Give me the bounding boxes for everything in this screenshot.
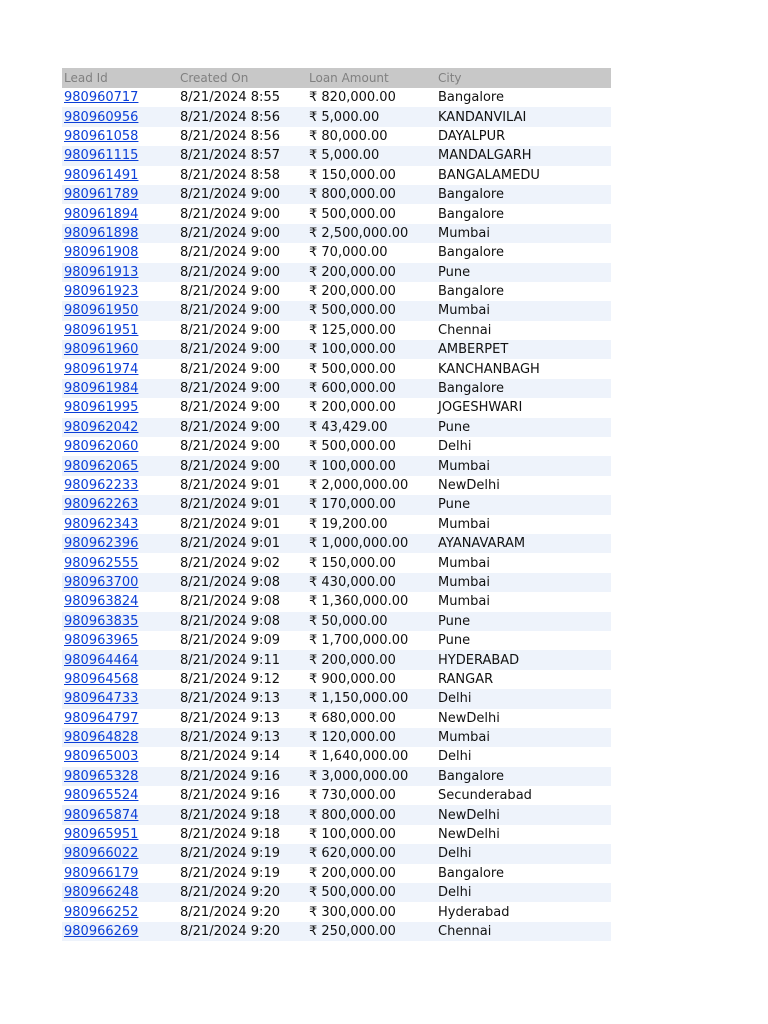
lead-id-cell — [62, 185, 178, 204]
created-on-cell: 8/21/2024 9:13 — [178, 709, 307, 728]
loan-amount-cell: ₹ 19,200.00 — [307, 515, 436, 534]
lead-id-link[interactable]: 980964568 — [64, 671, 139, 687]
lead-id-cell — [62, 301, 178, 320]
city-cell: Delhi — [436, 883, 611, 902]
table-body — [62, 88, 611, 941]
lead-id-cell — [62, 146, 178, 165]
city-cell: KANCHANBAGH — [436, 359, 611, 378]
lead-id-link[interactable]: 980961923 — [64, 284, 139, 300]
table-row — [62, 340, 611, 359]
city-cell: Delhi — [436, 689, 611, 708]
created-on-cell: 8/21/2024 9:08 — [178, 573, 307, 592]
lead-id-cell — [62, 359, 178, 378]
lead-id-link[interactable]: 980964797 — [64, 710, 139, 726]
table-row — [62, 805, 611, 824]
loan-amount-cell: ₹ 70,000.00 — [307, 243, 436, 262]
table-row — [62, 224, 611, 243]
loan-amount-cell: ₹ 1,640,000.00 — [307, 747, 436, 766]
city-cell: Mumbai — [436, 592, 611, 611]
loan-amount-cell: ₹ 100,000.00 — [307, 456, 436, 475]
lead-id-cell — [62, 553, 178, 572]
table-row — [62, 670, 611, 689]
lead-id-link[interactable]: 980963824 — [64, 594, 139, 610]
city-cell: NewDelhi — [436, 805, 611, 824]
city-cell: Pune — [436, 263, 611, 282]
loan-amount-cell: ₹ 1,700,000.00 — [307, 631, 436, 650]
lead-id-link[interactable]: 980966269 — [64, 923, 139, 939]
lead-id-cell — [62, 166, 178, 185]
lead-id-link[interactable]: 980961984 — [64, 381, 139, 397]
loan-amount-cell: ₹ 2,000,000.00 — [307, 476, 436, 495]
header-created-on: Created On — [178, 68, 307, 88]
table-row — [62, 379, 611, 398]
table-row — [62, 825, 611, 844]
table-row — [62, 146, 611, 165]
table-row — [62, 495, 611, 514]
table-row — [62, 321, 611, 340]
table-row — [62, 301, 611, 320]
lead-id-link[interactable]: 980965328 — [64, 768, 139, 784]
created-on-cell: 8/21/2024 9:08 — [178, 592, 307, 611]
created-on-cell: 8/21/2024 9:01 — [178, 534, 307, 553]
created-on-cell: 8/21/2024 9:18 — [178, 825, 307, 844]
table-row — [62, 902, 611, 921]
created-on-cell: 8/21/2024 9:00 — [178, 340, 307, 359]
lead-id-link[interactable]: 980963835 — [64, 613, 139, 629]
created-on-cell: 8/21/2024 8:56 — [178, 107, 307, 126]
created-on-cell: 8/21/2024 9:08 — [178, 612, 307, 631]
leads-table — [62, 68, 611, 941]
city-cell: NewDelhi — [436, 476, 611, 495]
table-row — [62, 534, 611, 553]
lead-id-link[interactable]: 980962233 — [64, 478, 139, 493]
created-on-cell: 8/21/2024 9:16 — [178, 767, 307, 786]
created-on-cell: 8/21/2024 9:00 — [178, 263, 307, 282]
table-row — [62, 263, 611, 282]
lead-id-cell — [62, 864, 178, 883]
city-cell: NewDelhi — [436, 825, 611, 844]
lead-id-cell — [62, 321, 178, 340]
lead-id-link[interactable]: 980966252 — [64, 904, 139, 920]
created-on-cell: 8/21/2024 9:01 — [178, 515, 307, 534]
created-on-cell: 8/21/2024 9:02 — [178, 553, 307, 572]
loan-amount-cell: ₹ 3,000,000.00 — [307, 767, 436, 786]
table-row — [62, 612, 611, 631]
city-cell: Delhi — [436, 437, 611, 456]
created-on-cell: 8/21/2024 9:00 — [178, 359, 307, 378]
lead-id-cell — [62, 786, 178, 805]
city-cell: Bangalore — [436, 379, 611, 398]
loan-amount-cell: ₹ 800,000.00 — [307, 185, 436, 204]
lead-id-link[interactable]: 980962343 — [64, 516, 139, 532]
city-cell: Mumbai — [436, 515, 611, 534]
table-row — [62, 573, 611, 592]
loan-amount-cell: ₹ 120,000.00 — [307, 728, 436, 747]
lead-id-cell — [62, 922, 178, 941]
lead-id-link[interactable]: 980965951 — [64, 827, 139, 843]
loan-amount-cell: ₹ 500,000.00 — [307, 883, 436, 902]
city-cell: BANGALAMEDU — [436, 166, 611, 185]
lead-id-cell — [62, 612, 178, 631]
created-on-cell: 8/21/2024 9:16 — [178, 786, 307, 805]
table-row — [62, 166, 611, 185]
lead-id-link[interactable]: 980961058 — [64, 128, 139, 144]
lead-id-link[interactable]: 980961974 — [64, 361, 139, 377]
lead-id-cell — [62, 844, 178, 863]
lead-id-cell — [62, 243, 178, 262]
lead-id-link[interactable]: 980962060 — [64, 439, 139, 455]
table-row — [62, 107, 611, 126]
loan-amount-cell: ₹ 200,000.00 — [307, 263, 436, 282]
table-row — [62, 88, 611, 107]
city-cell: Pune — [436, 631, 611, 650]
table-row — [62, 437, 611, 456]
created-on-cell: 8/21/2024 9:13 — [178, 728, 307, 747]
city-cell: Bangalore — [436, 204, 611, 223]
lead-id-cell — [62, 88, 178, 107]
created-on-cell: 8/21/2024 9:00 — [178, 204, 307, 223]
lead-id-link[interactable]: 980966248 — [64, 885, 139, 901]
table-row — [62, 650, 611, 669]
table-row — [62, 767, 611, 786]
lead-id-cell — [62, 631, 178, 650]
city-cell: NewDelhi — [436, 709, 611, 728]
lead-id-link[interactable]: 980966179 — [64, 865, 139, 881]
city-cell: AYANAVARAM — [436, 534, 611, 553]
city-cell: DAYALPUR — [436, 127, 611, 146]
table-row — [62, 592, 611, 611]
lead-id-link[interactable]: 980965874 — [64, 807, 139, 823]
lead-id-cell — [62, 592, 178, 611]
header-city: City — [436, 68, 611, 88]
table-row — [62, 456, 611, 475]
loan-amount-cell: ₹ 200,000.00 — [307, 282, 436, 301]
table-row — [62, 864, 611, 883]
lead-id-link[interactable]: 980962263 — [64, 497, 139, 513]
loan-amount-cell: ₹ 430,000.00 — [307, 573, 436, 592]
loan-amount-cell: ₹ 1,000,000.00 — [307, 534, 436, 553]
created-on-cell: 8/21/2024 9:14 — [178, 747, 307, 766]
created-on-cell: 8/21/2024 9:20 — [178, 922, 307, 941]
city-cell: Pune — [436, 612, 611, 631]
leads-sheet — [62, 68, 611, 941]
city-cell: Mumbai — [436, 573, 611, 592]
loan-amount-cell: ₹ 730,000.00 — [307, 786, 436, 805]
loan-amount-cell: ₹ 125,000.00 — [307, 321, 436, 340]
table-row — [62, 883, 611, 902]
loan-amount-cell: ₹ 100,000.00 — [307, 340, 436, 359]
lead-id-cell — [62, 340, 178, 359]
lead-id-link[interactable]: 980961951 — [64, 322, 139, 338]
lead-id-cell — [62, 224, 178, 243]
city-cell: Bangalore — [436, 243, 611, 262]
created-on-cell: 8/21/2024 9:00 — [178, 456, 307, 475]
loan-amount-cell: ₹ 620,000.00 — [307, 844, 436, 863]
lead-id-cell — [62, 204, 178, 223]
lead-id-cell — [62, 650, 178, 669]
created-on-cell: 8/21/2024 9:01 — [178, 476, 307, 495]
created-on-cell: 8/21/2024 9:19 — [178, 864, 307, 883]
table-row — [62, 515, 611, 534]
lead-id-link[interactable]: 980962065 — [64, 458, 139, 474]
loan-amount-cell: ₹ 800,000.00 — [307, 805, 436, 824]
lead-id-link[interactable]: 980965003 — [64, 749, 139, 765]
created-on-cell: 8/21/2024 9:00 — [178, 243, 307, 262]
created-on-cell: 8/21/2024 9:20 — [178, 883, 307, 902]
city-cell: RANGAR — [436, 670, 611, 689]
table-row — [62, 689, 611, 708]
table-row — [62, 631, 611, 650]
city-cell: HYDERABAD — [436, 650, 611, 669]
created-on-cell: 8/21/2024 9:11 — [178, 650, 307, 669]
city-cell: Bangalore — [436, 282, 611, 301]
header-loan-amount: Loan Amount — [307, 68, 436, 88]
loan-amount-cell: ₹ 5,000.00 — [307, 146, 436, 165]
created-on-cell: 8/21/2024 9:09 — [178, 631, 307, 650]
lead-id-link[interactable]: 980965524 — [64, 788, 139, 804]
created-on-cell: 8/21/2024 9:01 — [178, 495, 307, 514]
lead-id-link[interactable]: 980962396 — [64, 536, 139, 552]
loan-amount-cell: ₹ 500,000.00 — [307, 359, 436, 378]
loan-amount-cell: ₹ 50,000.00 — [307, 612, 436, 631]
lead-id-link[interactable]: 980962555 — [64, 555, 139, 571]
lead-id-link[interactable]: 980961491 — [64, 167, 139, 183]
city-cell: Mumbai — [436, 456, 611, 475]
created-on-cell: 8/21/2024 9:13 — [178, 689, 307, 708]
city-cell: Bangalore — [436, 88, 611, 107]
city-cell: MANDALGARH — [436, 146, 611, 165]
lead-id-link[interactable]: 980961908 — [64, 245, 139, 261]
lead-id-cell — [62, 495, 178, 514]
city-cell: Secunderabad — [436, 786, 611, 805]
city-cell: Chennai — [436, 321, 611, 340]
lead-id-cell — [62, 767, 178, 786]
lead-id-link[interactable]: 980961913 — [64, 264, 139, 280]
lead-id-link[interactable]: 980964828 — [64, 730, 139, 746]
table-row — [62, 476, 611, 495]
created-on-cell: 8/21/2024 9:00 — [178, 282, 307, 301]
lead-id-cell — [62, 515, 178, 534]
city-cell: JOGESHWARI — [436, 398, 611, 417]
lead-id-cell — [62, 437, 178, 456]
lead-id-cell — [62, 107, 178, 126]
lead-id-link[interactable]: 980961995 — [64, 400, 139, 416]
city-cell: Bangalore — [436, 864, 611, 883]
city-cell: Chennai — [436, 922, 611, 941]
city-cell: Pune — [436, 418, 611, 437]
loan-amount-cell: ₹ 200,000.00 — [307, 864, 436, 883]
created-on-cell: 8/21/2024 9:00 — [178, 321, 307, 340]
table-row — [62, 127, 611, 146]
lead-id-cell — [62, 456, 178, 475]
lead-id-cell — [62, 476, 178, 495]
lead-id-cell — [62, 418, 178, 437]
loan-amount-cell: ₹ 300,000.00 — [307, 902, 436, 921]
lead-id-link[interactable]: 980961960 — [64, 342, 139, 358]
loan-amount-cell: ₹ 200,000.00 — [307, 398, 436, 417]
city-cell: Delhi — [436, 747, 611, 766]
lead-id-link[interactable]: 980961789 — [64, 187, 139, 203]
created-on-cell: 8/21/2024 9:12 — [178, 670, 307, 689]
city-cell: Pune — [436, 495, 611, 514]
loan-amount-cell: ₹ 170,000.00 — [307, 495, 436, 514]
loan-amount-cell: ₹ 1,360,000.00 — [307, 592, 436, 611]
loan-amount-cell: ₹ 600,000.00 — [307, 379, 436, 398]
lead-id-link[interactable]: 980966022 — [64, 846, 139, 862]
created-on-cell: 8/21/2024 9:19 — [178, 844, 307, 863]
city-cell: Mumbai — [436, 224, 611, 243]
loan-amount-cell: ₹ 500,000.00 — [307, 437, 436, 456]
created-on-cell: 8/21/2024 9:00 — [178, 224, 307, 243]
lead-id-cell — [62, 805, 178, 824]
created-on-cell: 8/21/2024 9:00 — [178, 185, 307, 204]
created-on-cell: 8/21/2024 9:00 — [178, 398, 307, 417]
lead-id-cell — [62, 398, 178, 417]
created-on-cell: 8/21/2024 9:00 — [178, 379, 307, 398]
lead-id-link[interactable]: 980961950 — [64, 303, 139, 319]
city-cell: Mumbai — [436, 301, 611, 320]
created-on-cell: 8/21/2024 9:00 — [178, 418, 307, 437]
created-on-cell: 8/21/2024 8:58 — [178, 166, 307, 185]
lead-id-cell — [62, 573, 178, 592]
lead-id-link[interactable]: 980964733 — [64, 691, 139, 707]
table-row — [62, 747, 611, 766]
city-cell: AMBERPET — [436, 340, 611, 359]
city-cell: KANDANVILAI — [436, 107, 611, 126]
city-cell: Mumbai — [436, 553, 611, 572]
created-on-cell: 8/21/2024 9:20 — [178, 902, 307, 921]
lead-id-link[interactable]: 980960956 — [64, 109, 139, 125]
lead-id-cell — [62, 263, 178, 282]
lead-id-cell — [62, 747, 178, 766]
lead-id-link[interactable]: 980961898 — [64, 225, 139, 241]
loan-amount-cell: ₹ 5,000.00 — [307, 107, 436, 126]
lead-id-link[interactable]: 980962042 — [64, 419, 139, 435]
lead-id-cell — [62, 670, 178, 689]
city-cell: Delhi — [436, 844, 611, 863]
table-row — [62, 922, 611, 941]
loan-amount-cell: ₹ 500,000.00 — [307, 301, 436, 320]
table-row — [62, 359, 611, 378]
loan-amount-cell: ₹ 200,000.00 — [307, 650, 436, 669]
table-row — [62, 709, 611, 728]
created-on-cell: 8/21/2024 8:57 — [178, 146, 307, 165]
lead-id-cell — [62, 825, 178, 844]
lead-id-cell — [62, 127, 178, 146]
loan-amount-cell: ₹ 80,000.00 — [307, 127, 436, 146]
created-on-cell: 8/21/2024 9:18 — [178, 805, 307, 824]
created-on-cell: 8/21/2024 8:56 — [178, 127, 307, 146]
lead-id-link[interactable]: 980961115 — [64, 148, 139, 164]
loan-amount-cell: ₹ 1,150,000.00 — [307, 689, 436, 708]
lead-id-link[interactable]: 980960717 — [64, 90, 139, 106]
loan-amount-cell: ₹ 500,000.00 — [307, 204, 436, 223]
created-on-cell: 8/21/2024 9:00 — [178, 301, 307, 320]
table-row — [62, 204, 611, 223]
lead-id-cell — [62, 883, 178, 902]
loan-amount-cell: ₹ 2,500,000.00 — [307, 224, 436, 243]
lead-id-cell — [62, 902, 178, 921]
loan-amount-cell: ₹ 680,000.00 — [307, 709, 436, 728]
lead-id-link[interactable]: 980961894 — [64, 206, 139, 222]
loan-amount-cell: ₹ 150,000.00 — [307, 553, 436, 572]
city-cell: Mumbai — [436, 728, 611, 747]
header-lead-id: Lead Id — [62, 68, 178, 88]
city-cell: Bangalore — [436, 185, 611, 204]
lead-id-link[interactable]: 980963700 — [64, 574, 139, 590]
created-on-cell: 8/21/2024 8:55 — [178, 88, 307, 107]
table-row — [62, 728, 611, 747]
lead-id-cell — [62, 689, 178, 708]
table-row — [62, 282, 611, 301]
table-row — [62, 418, 611, 437]
lead-id-link[interactable]: 980963965 — [64, 633, 139, 649]
loan-amount-cell: ₹ 150,000.00 — [307, 166, 436, 185]
loan-amount-cell: ₹ 820,000.00 — [307, 88, 436, 107]
city-cell: Bangalore — [436, 767, 611, 786]
city-cell: Hyderabad — [436, 902, 611, 921]
loan-amount-cell: ₹ 43,429.00 — [307, 418, 436, 437]
lead-id-cell — [62, 728, 178, 747]
table-row — [62, 398, 611, 417]
lead-id-cell — [62, 709, 178, 728]
lead-id-link[interactable]: 980964464 — [64, 652, 139, 668]
loan-amount-cell: ₹ 250,000.00 — [307, 922, 436, 941]
table-row — [62, 786, 611, 805]
loan-amount-cell: ₹ 100,000.00 — [307, 825, 436, 844]
table-row — [62, 553, 611, 572]
lead-id-cell — [62, 282, 178, 301]
table-row — [62, 243, 611, 262]
table-row — [62, 844, 611, 863]
header-row — [62, 68, 611, 88]
lead-id-cell — [62, 534, 178, 553]
created-on-cell: 8/21/2024 9:00 — [178, 437, 307, 456]
table-row — [62, 185, 611, 204]
loan-amount-cell: ₹ 900,000.00 — [307, 670, 436, 689]
lead-id-cell — [62, 379, 178, 398]
